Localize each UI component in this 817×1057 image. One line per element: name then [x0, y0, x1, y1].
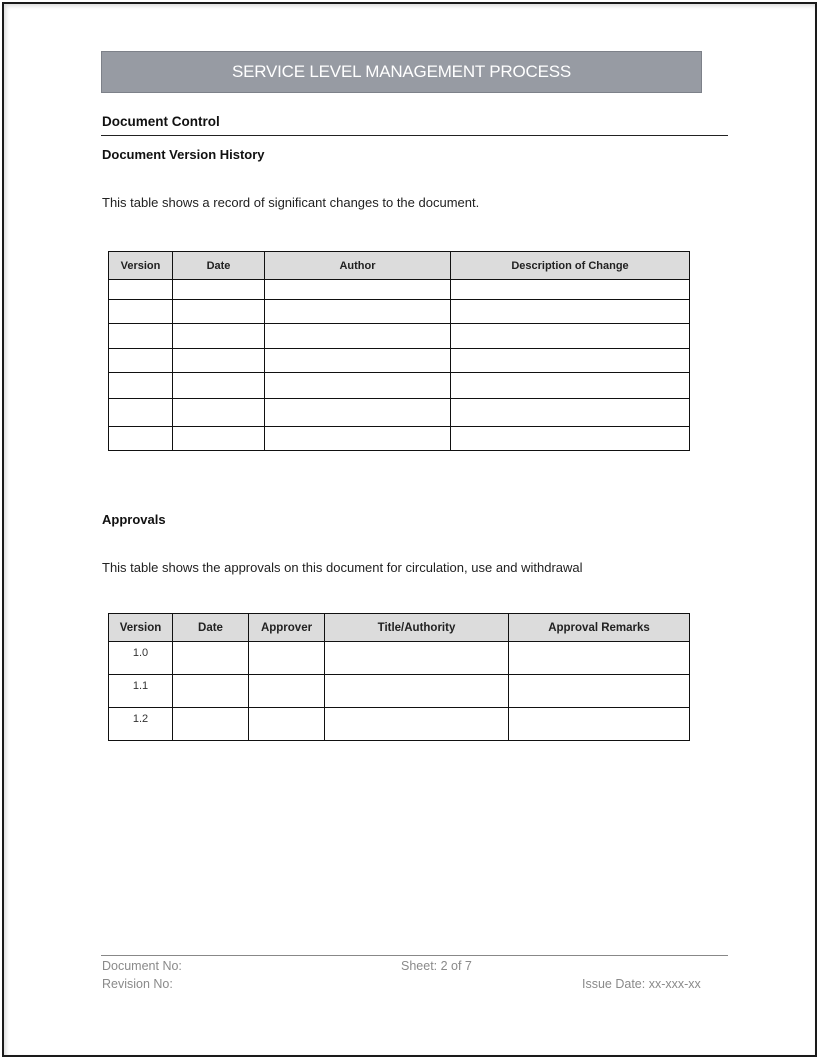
- table-cell: [109, 280, 173, 300]
- table-cell: [173, 427, 265, 451]
- table-cell: [325, 708, 509, 741]
- title-banner: SERVICE LEVEL MANAGEMENT PROCESS: [101, 51, 702, 93]
- column-header-title-authority: Title/Authority: [325, 614, 509, 642]
- column-header-date: Date: [173, 252, 265, 280]
- table-cell: [451, 399, 690, 427]
- table-cell: [451, 427, 690, 451]
- table-row: [109, 324, 690, 349]
- table-header-row: [109, 252, 690, 280]
- table-cell: [173, 280, 265, 300]
- table-row: [109, 675, 690, 708]
- table-header-row: [109, 614, 690, 642]
- column-header-date: Date: [173, 614, 249, 642]
- version-history-intro: This table shows a record of significant changes to the document.: [102, 195, 480, 210]
- column-header-version: Version: [109, 614, 173, 642]
- table-cell: [265, 427, 451, 451]
- table-cell: [173, 324, 265, 349]
- approvals-table: [108, 613, 690, 741]
- table-cell: [109, 427, 173, 451]
- approvals-intro: This table shows the approvals on this document for circulation, use and withdrawal: [102, 560, 583, 575]
- table-cell: [265, 399, 451, 427]
- footer-document-no: Document No:: [102, 959, 182, 973]
- table-cell: [325, 642, 509, 675]
- version-cell: 1.0: [109, 642, 173, 675]
- table-row: [109, 280, 690, 300]
- table-cell: [249, 675, 325, 708]
- version-cell: 1.2: [109, 708, 173, 741]
- table-cell: [509, 675, 690, 708]
- footer-sheet: Sheet: 2 of 7: [401, 959, 472, 973]
- table-cell: [173, 373, 265, 399]
- column-header-approval-remarks: Approval Remarks: [509, 614, 690, 642]
- column-header-description: Description of Change: [451, 252, 690, 280]
- table-cell: [451, 300, 690, 324]
- table-cell: [509, 642, 690, 675]
- heading-divider: [101, 135, 728, 136]
- table-row: [109, 427, 690, 451]
- table-cell: [109, 349, 173, 373]
- version-history-heading: Document Version History: [102, 147, 265, 162]
- table-row: [109, 399, 690, 427]
- table-cell: [451, 324, 690, 349]
- footer-divider: [101, 955, 728, 956]
- column-header-version: Version: [109, 252, 173, 280]
- table-cell: [173, 399, 265, 427]
- table-cell: [109, 373, 173, 399]
- footer-revision-no: Revision No:: [102, 977, 173, 991]
- document-control-heading: Document Control: [102, 114, 220, 129]
- table-row: [109, 300, 690, 324]
- table-cell: [265, 280, 451, 300]
- version-cell: 1.1: [109, 675, 173, 708]
- table-cell: [265, 373, 451, 399]
- table-cell: [265, 324, 451, 349]
- table-row: [109, 373, 690, 399]
- table-cell: [509, 708, 690, 741]
- table-row: [109, 349, 690, 373]
- document-page: [2, 2, 817, 1057]
- table-row: [109, 642, 690, 675]
- table-cell: [173, 642, 249, 675]
- table-cell: [249, 708, 325, 741]
- table-cell: [265, 300, 451, 324]
- table-cell: [173, 708, 249, 741]
- table-cell: [173, 300, 265, 324]
- table-cell: [325, 675, 509, 708]
- footer-issue-date: Issue Date: xx-xxx-xx: [582, 977, 701, 991]
- table-cell: [173, 675, 249, 708]
- table-row: [109, 708, 690, 741]
- table-cell: [249, 642, 325, 675]
- table-cell: [109, 399, 173, 427]
- column-header-approver: Approver: [249, 614, 325, 642]
- column-header-author: Author: [265, 252, 451, 280]
- table-cell: [109, 324, 173, 349]
- table-cell: [451, 349, 690, 373]
- table-cell: [451, 373, 690, 399]
- table-cell: [109, 300, 173, 324]
- approvals-heading: Approvals: [102, 512, 166, 527]
- table-cell: [173, 349, 265, 373]
- table-cell: [265, 349, 451, 373]
- table-cell: [451, 280, 690, 300]
- version-history-table: [108, 251, 690, 451]
